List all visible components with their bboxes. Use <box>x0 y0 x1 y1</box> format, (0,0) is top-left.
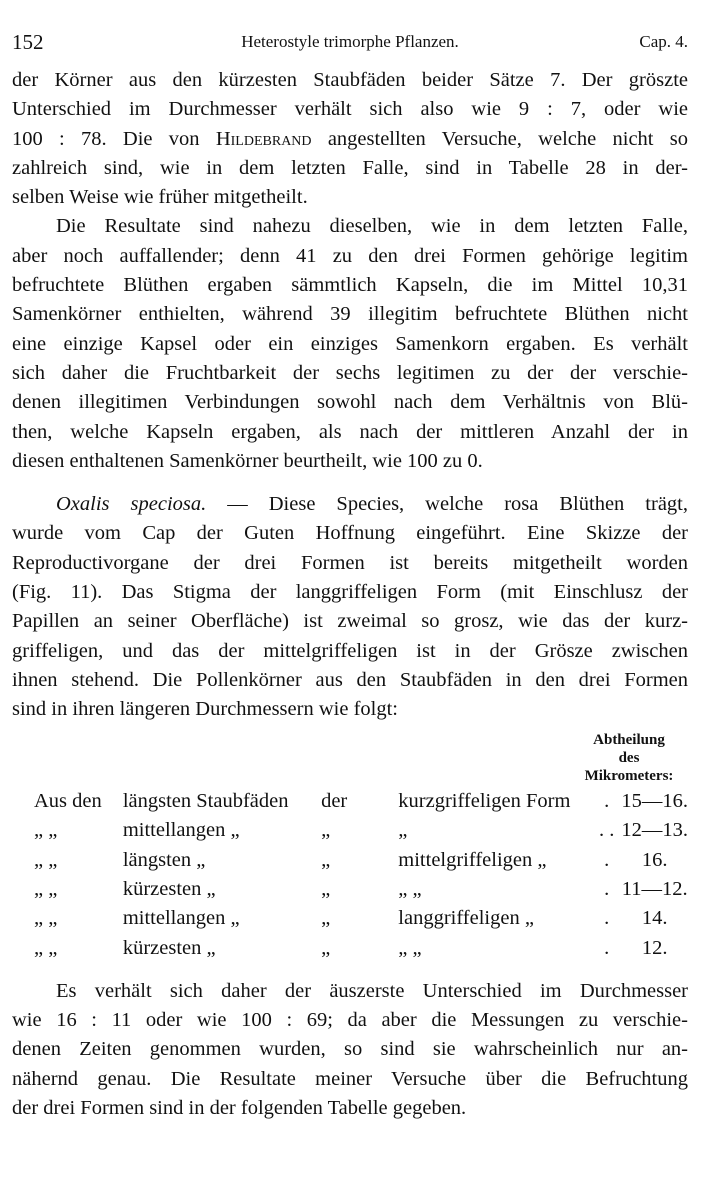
table-cell: . <box>604 936 610 959</box>
table-cell: „ <box>321 936 331 959</box>
text-line: 100 : 78. Die von Hildebrand angestellten Versuche, welche nicht so <box>12 127 689 150</box>
table-cell: der <box>321 789 348 812</box>
table-cell: langgriffeligen „ <box>398 907 534 930</box>
table-cell: „ <box>321 819 331 842</box>
page-number: 152 <box>12 30 44 54</box>
table-cell: „ <box>321 848 331 871</box>
table-cell: 14. <box>641 907 668 930</box>
text-line: ihnen stehend. Die Pollenkörner aus den Staubfäden in den drei Formen <box>12 668 688 691</box>
text-line: sind in ihren längeren Durchmessern wie folgt: <box>12 698 398 721</box>
text-line: then, welche Kapseln ergaben, als nach der mittleren Anzahl der in <box>12 420 688 443</box>
table-row <box>12 875 688 904</box>
text-line: Es verhält sich daher der äuszerste Unterschied im Durchmesser <box>56 979 688 1002</box>
text-line: nähernd genau. Die Resultate meiner Versuche über die Befruchtung <box>12 1067 688 1090</box>
table-cell: 16. <box>641 848 668 871</box>
table-cell: „ „ <box>34 936 58 959</box>
page-header <box>12 26 688 66</box>
text-line: Papillen an seiner Oberfläche) ist zweimal so grosz, wie das der kurz- <box>12 610 688 633</box>
table-cell: mittellangen „ <box>122 907 240 930</box>
table-cell: „ „ <box>34 907 58 930</box>
table-cell: 15—16. <box>621 789 688 812</box>
table-cell: . <box>604 877 610 900</box>
text-line: der drei Formen sind in der folgenden Tabelle gegeben. <box>12 1097 467 1120</box>
table-cell: . . <box>599 819 615 842</box>
table-cell: „ „ <box>34 877 58 900</box>
text-line: zahlreich sind, wie in dem letzten Falle, sind in Tabelle 28 in der- <box>12 156 688 179</box>
text-line: Unterschied im Durchmesser verhält sich also wie 9 : 7, oder wie <box>12 98 688 121</box>
text-line: selben Weise wie früher mitgetheilt. <box>12 186 308 209</box>
table-cell: längsten „ <box>122 848 206 871</box>
table-cell: 12—13. <box>621 819 688 842</box>
text-line: denen Zeiten genommen wurden, so sind sie wahrscheinlich nur an- <box>12 1038 688 1061</box>
running-title: Heterostyle trimorphe Pflanzen. <box>241 32 459 51</box>
paragraph-4 <box>12 977 688 1123</box>
text-line: Samenkörner enthielten, während 39 illegitim befruchtete Blüthen nicht <box>12 303 688 326</box>
table-row <box>12 845 688 874</box>
text-line: wie 16 : 11 oder wie 100 : 69; da aber die Messungen zu verschie- <box>12 1009 688 1032</box>
table-cell: . <box>604 789 610 812</box>
paragraph-3 <box>12 490 688 724</box>
pollen-measurement-table <box>12 787 688 963</box>
table-cell: „ „ <box>34 819 58 842</box>
text-line: Reproductivorgane der drei Formen ist bereits mitgetheilt worden <box>12 551 688 574</box>
paragraph-1 <box>12 66 688 212</box>
table-cell: „ „ <box>34 848 58 871</box>
table-cell: kürzesten „ <box>122 936 216 959</box>
species-name: Oxalis speciosa. <box>56 493 207 516</box>
text-line: Oxalis speciosa. — Diese Species, welche rosa Blüthen trägt, <box>56 493 688 516</box>
table-cell: . <box>604 907 610 930</box>
text-line: griffeligen, und das der mittelgriffeligen ist in der Grösze zwischen <box>12 639 688 662</box>
table-cell: „ <box>321 907 331 930</box>
table-cell: 12. <box>641 936 668 959</box>
text-line: aber noch auffallender; denn 41 zu den drei Formen gehörige legitim <box>12 244 688 267</box>
text-line: (Fig. 11). Das Stigma der langgriffeligen Form (mit Einschlusz der <box>12 581 688 604</box>
table-cell: mittelgriffeligen „ <box>398 848 547 871</box>
text-line: der Körner aus den kürzesten Staubfäden beider Sätze 7. Der gröszte <box>12 69 688 91</box>
table-cell: 11—12. <box>621 877 688 900</box>
table-column-header: Abtheilung des Mikrometers: <box>584 731 674 784</box>
table-row <box>12 904 688 933</box>
table-row <box>12 933 688 962</box>
book-page <box>12 26 688 1123</box>
table-cell: . <box>604 848 610 871</box>
text-line: wurde vom Cap der Guten Hoffnung eingeführt. Eine Skizze der <box>12 522 688 545</box>
table-cell: mittellangen „ <box>122 819 240 842</box>
text-line: diesen enthaltenen Samenkörner beurtheilt, wie 100 zu 0. <box>12 449 483 472</box>
text-line: denen illegitimen Verbindungen sowohl nach dem Verhältnis von Blü- <box>12 391 688 414</box>
table-cell: Aus den <box>34 789 102 812</box>
chapter-label: Cap. 4. <box>639 32 688 51</box>
text-line: Die Resultate sind nahezu dieselben, wie in dem letzten Falle, <box>56 215 688 238</box>
text-line: befruchtete Blüthen ergaben sämmtlich Kapseln, die im Mittel 10,31 <box>12 274 688 297</box>
table-cell: „ „ <box>398 877 422 900</box>
table-cell: „ „ <box>398 936 422 959</box>
author-name: Hildebrand <box>215 127 312 150</box>
table-cell: „ <box>398 819 408 842</box>
text-line: eine einzige Kapsel oder ein einziges Samenkorn ergaben. Es verhält <box>12 332 688 355</box>
table-row <box>12 787 688 816</box>
table-cell: kurzgriffeligen Form <box>398 789 571 812</box>
text-line: sich daher die Fruchtbarkeit der sechs legitimen zu der der verschie- <box>12 361 688 384</box>
table-cell: „ <box>321 877 331 900</box>
paragraph-2 <box>12 212 688 476</box>
table-cell: längsten Staubfäden <box>122 789 289 812</box>
table-cell: kürzesten „ <box>122 877 216 900</box>
table-row <box>12 816 688 845</box>
